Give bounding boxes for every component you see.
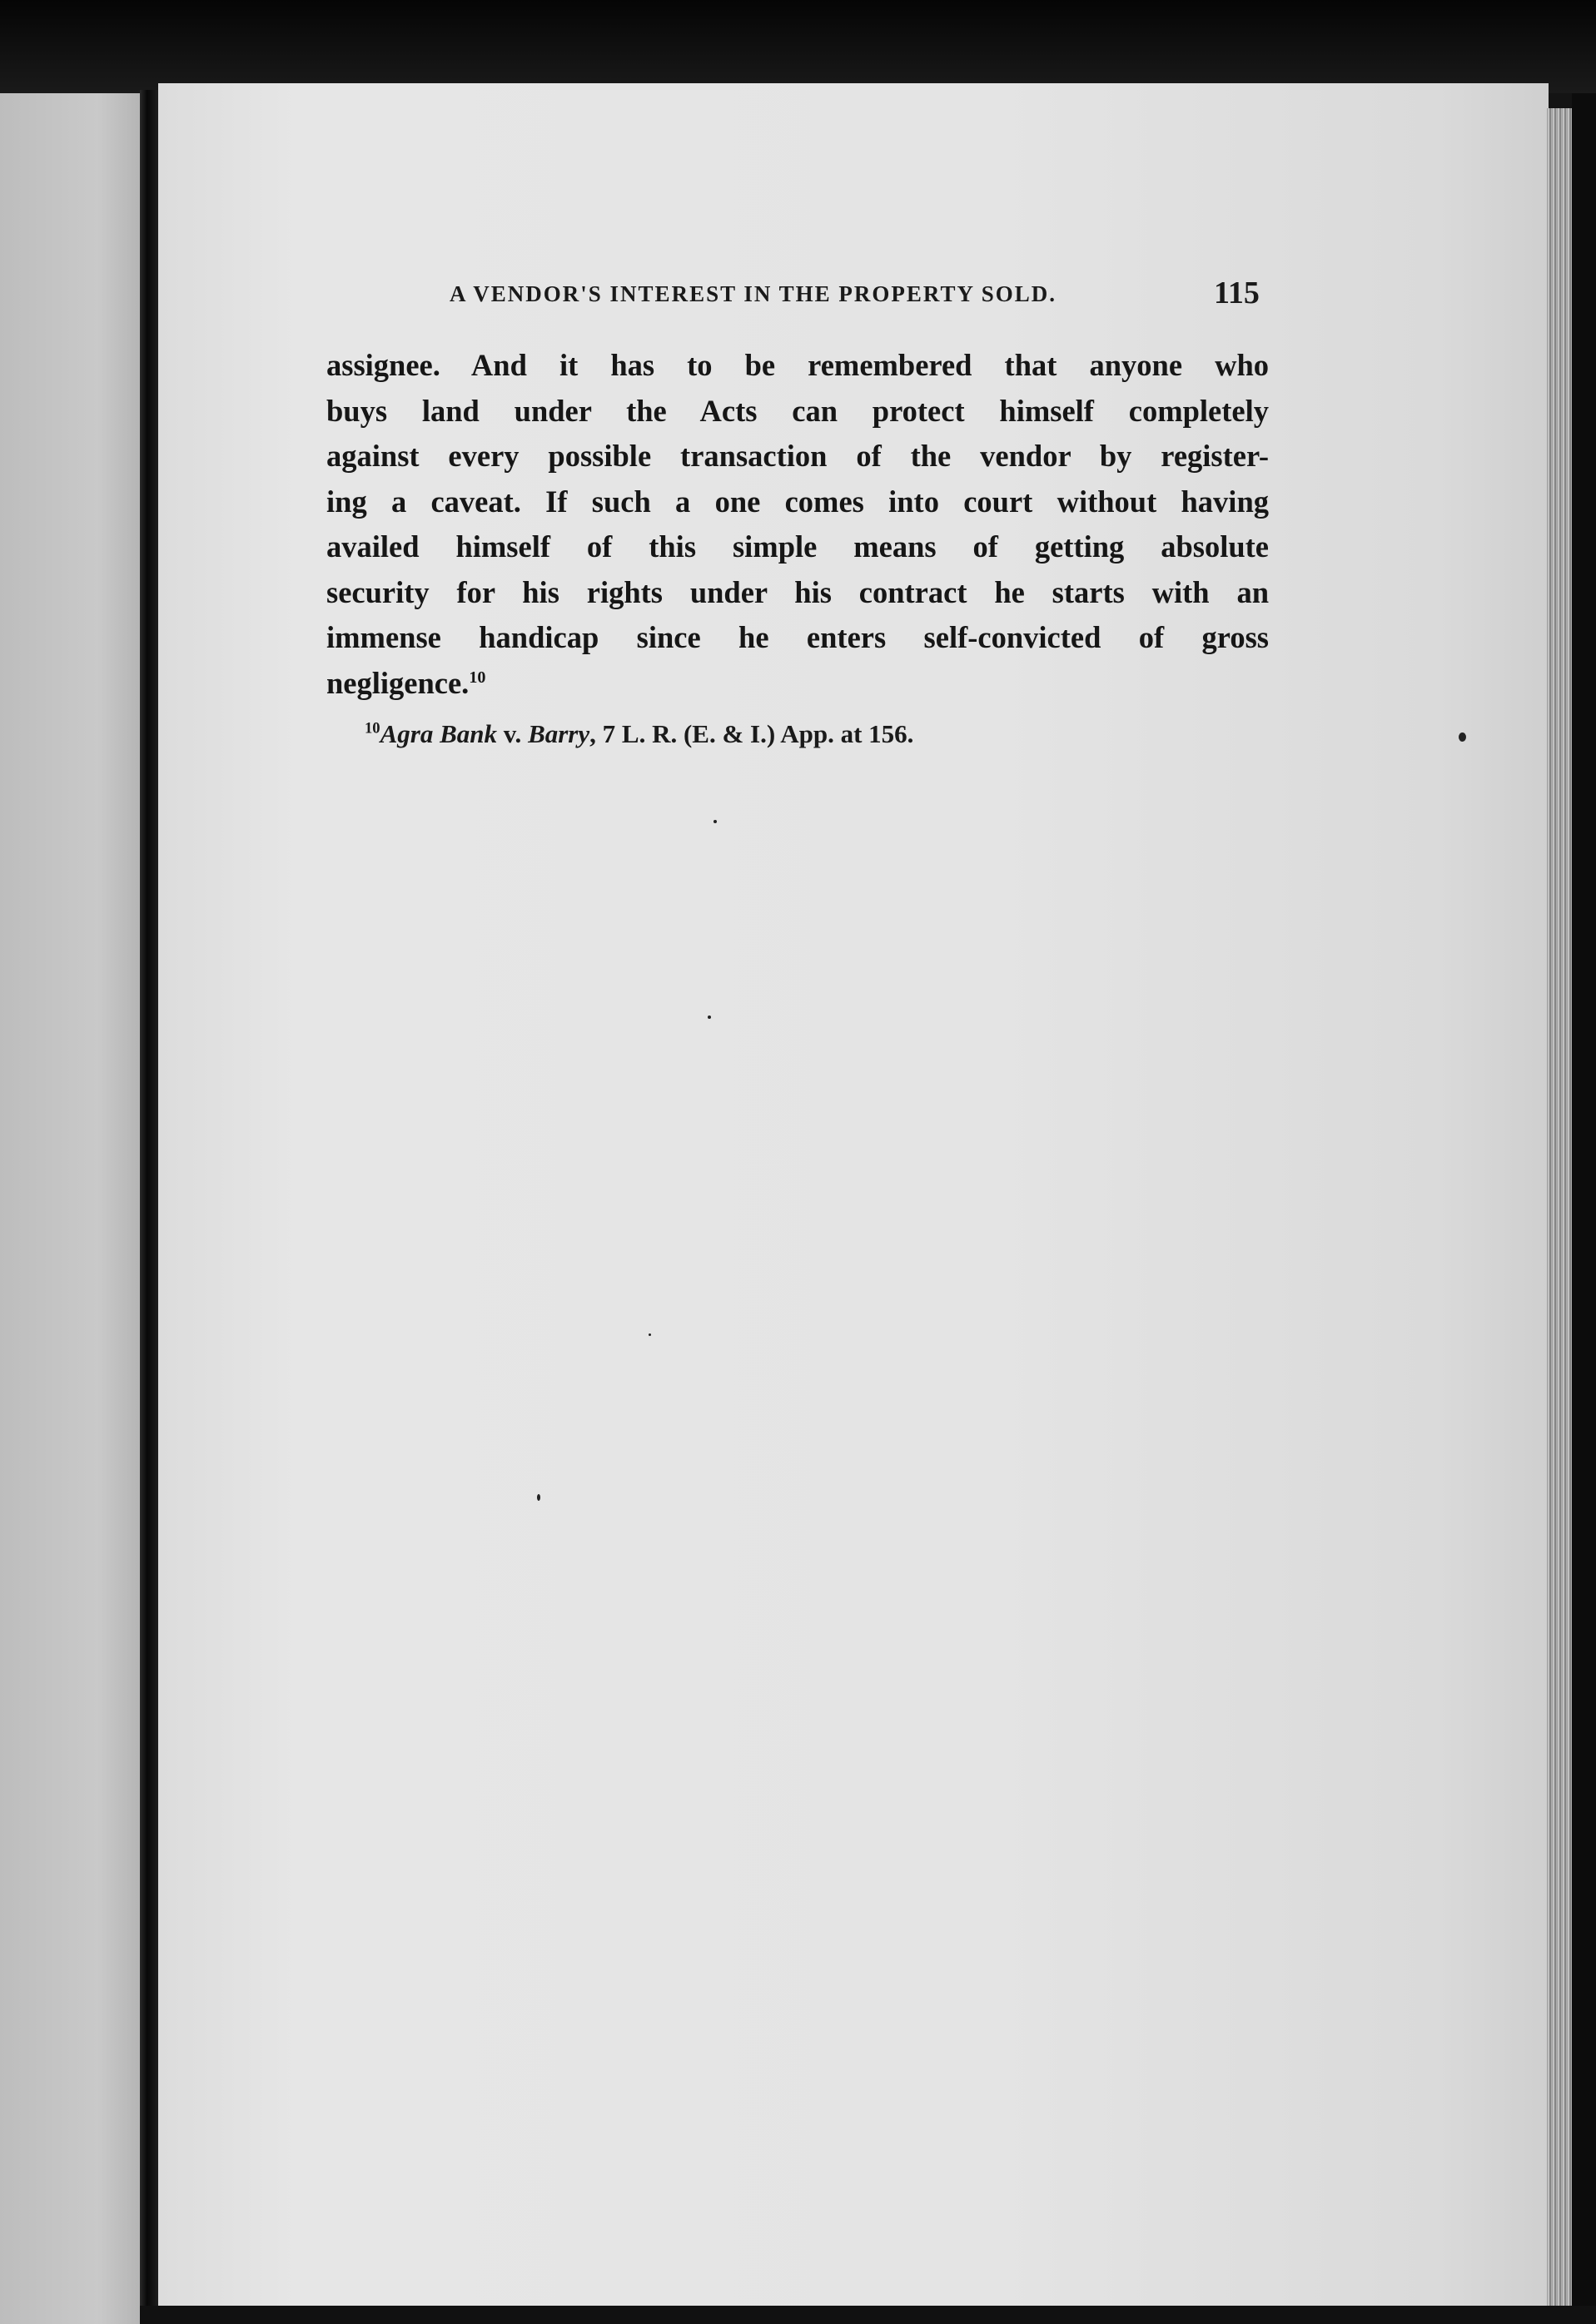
scan-speck	[1459, 732, 1466, 742]
body-line: assignee. And it has to be remembered that anyone who	[326, 348, 1269, 382]
scan-speck	[708, 1016, 711, 1019]
running-head: A VENDOR'S INTEREST IN THE PROPERTY SOLD.	[450, 281, 1057, 306]
body-line-last	[326, 661, 1269, 707]
case-name-party-2: Barry	[528, 719, 590, 748]
body-line: immense handicap since he enters self-convicted of gross	[326, 620, 1269, 654]
scan-speck	[713, 820, 717, 823]
scanner-bottom-band	[140, 2306, 1596, 2324]
body-line: against every possible transaction of the vendor by register-	[326, 439, 1269, 473]
page-number: 115	[1214, 276, 1260, 310]
scanner-right-band	[1572, 93, 1596, 2324]
case-name-party-1: Agra Bank	[380, 719, 498, 748]
footnote	[365, 719, 1280, 749]
scan-speck	[649, 1333, 651, 1336]
body-paragraph	[326, 343, 1269, 706]
case-versus: v.	[497, 719, 529, 748]
body-line: ing a caveat. If such a one comes into court without having	[326, 484, 1269, 519]
body-line-text: negligence.	[326, 665, 470, 700]
footnote-marker: 10	[365, 719, 380, 737]
footnote-reference: 10	[469, 668, 486, 687]
scanner-top-band	[0, 0, 1596, 93]
body-line: buys land under the Acts can protect himself completely	[326, 393, 1269, 428]
body-line: security for his rights under his contract he starts with an	[326, 574, 1269, 609]
page-stack-edge	[1547, 108, 1572, 2324]
facing-page-edge	[0, 93, 140, 2324]
scan-speck	[537, 1494, 540, 1501]
body-line: availed himself of this simple means of getting absolute	[326, 529, 1269, 564]
case-citation: , 7 L. R. (E. & I.) App. at 156.	[589, 719, 914, 748]
book-gutter	[140, 90, 158, 2324]
